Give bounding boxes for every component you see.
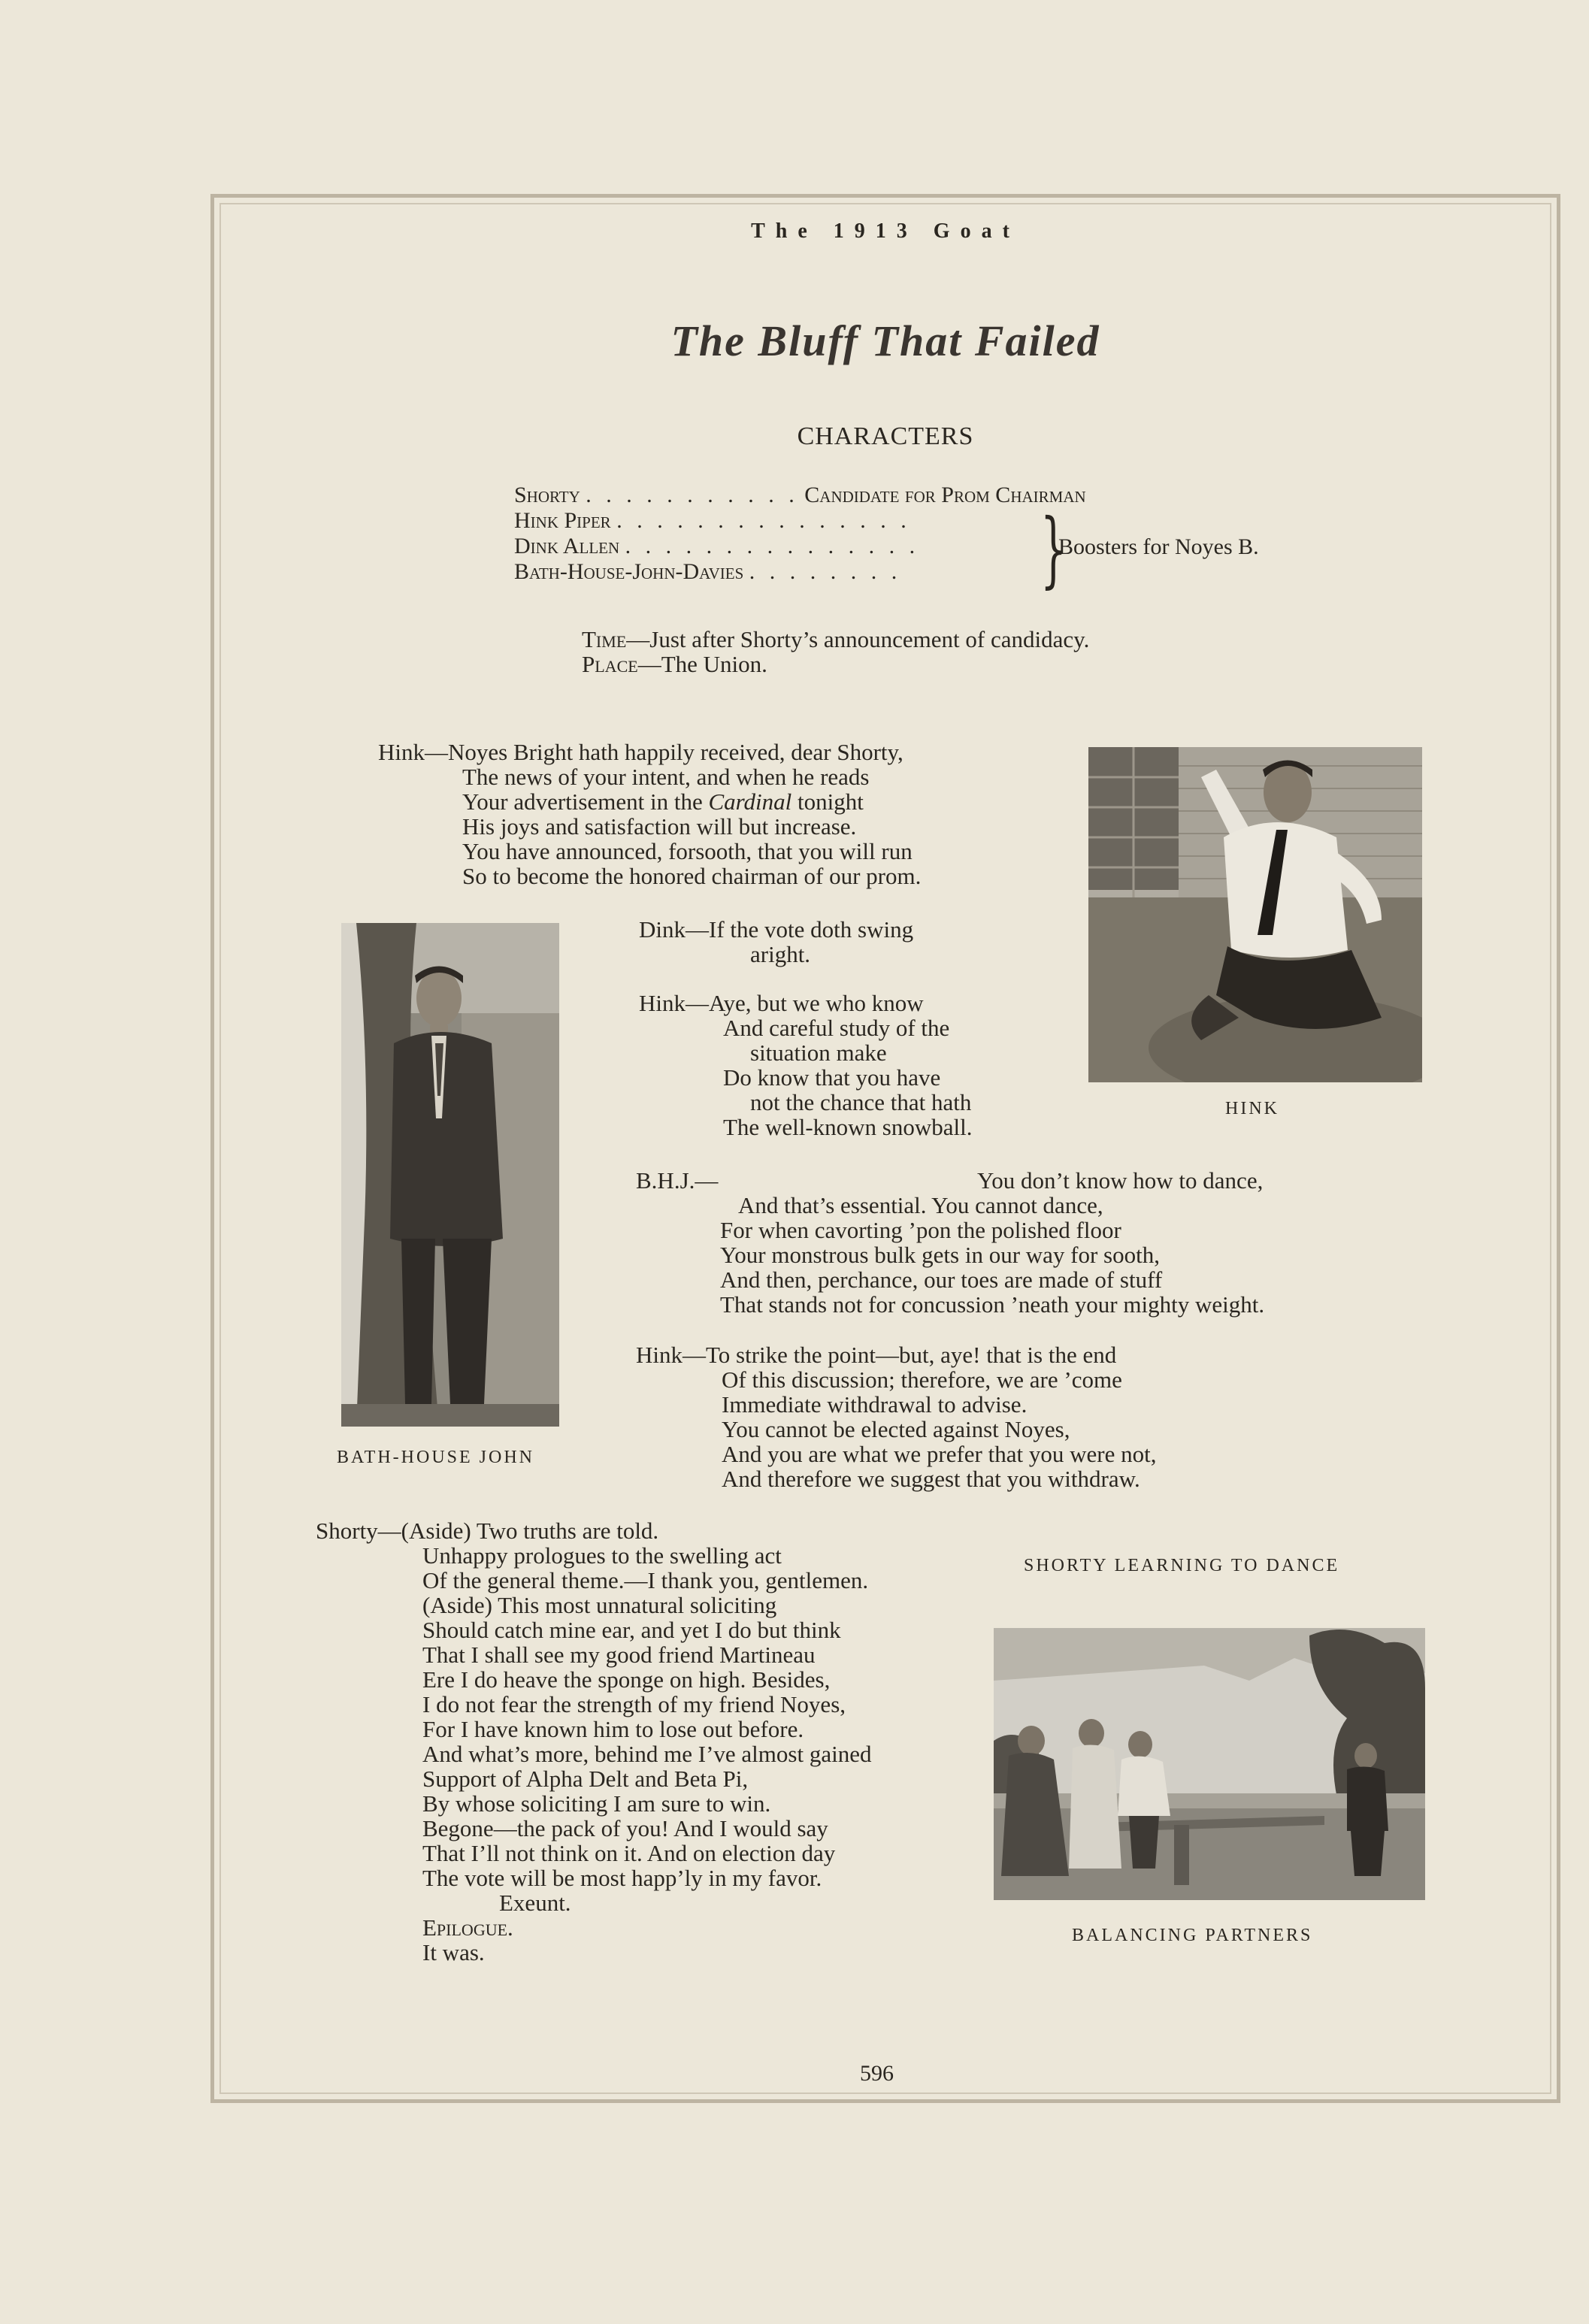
caption-balancing-partners: BALANCING PARTNERS xyxy=(1072,1926,1313,1945)
caption-bath-house-john: BATH-HOUSE JOHN xyxy=(337,1448,535,1467)
dink-speech: Dink—If the vote doth swing aright. xyxy=(639,916,914,967)
photo-balancing-partners-image xyxy=(994,1628,1425,1900)
place-line: Place—The Union. xyxy=(582,651,767,677)
photo-balancing-partners xyxy=(994,1628,1425,1900)
photo-hink-image xyxy=(1088,747,1422,1082)
photo-hink xyxy=(1088,747,1422,1082)
cast-row-dink: Dink Allen . . . . . . . . . . . . . . . xyxy=(514,534,920,558)
cast-row-bhj: Bath-House-John-Davies . . . . . . . . xyxy=(514,559,902,584)
cast-brace: } xyxy=(1040,501,1067,597)
boosters-label: Boosters for Noyes B. xyxy=(1058,534,1259,559)
it-was: It was. xyxy=(422,1939,485,1965)
running-header: The 1913 Goat xyxy=(751,219,1020,243)
bhj-speech: B.H.J.— You don’t know how to dance, And that’s essential. You cannot dance, For when cavorting ’pon the polished floor Your monstrous bulk gets in our way for sooth, And then, perchance, our toes are made of stuff That stands not for concussion ’neath your mighty weight. xyxy=(636,1167,1265,1318)
cast-row-shorty: Shorty . . . . . . . . . . . Candidate for Prom Chairman xyxy=(514,483,1086,507)
hink-speech-2: Hink—Aye, but we who know And careful study of the situation make Do know that you have not the chance that hath The well-known snowball. xyxy=(639,990,973,1140)
page-title: The Bluff That Failed xyxy=(670,316,1100,365)
characters-heading: CHARACTERS xyxy=(797,422,974,450)
cast-row-hink: Hink Piper . . . . . . . . . . . . . . . xyxy=(514,508,911,533)
caption-shorty-learning-to-dance: SHORTY LEARNING TO DANCE xyxy=(1024,1556,1340,1575)
exeunt: Exeunt. xyxy=(499,1890,571,1916)
photo-bath-house-john xyxy=(341,923,559,1427)
photo-bath-house-john-image xyxy=(341,923,559,1427)
hink-speech-1: Hink—Noyes Bright hath happily received, dear Shorty, The news of your intent, and when he reads Your advertisement in the Cardinal tonight His joys and satisfaction will but increase. You have announced, forsooth, that you will run So to become the honored chairman of our prom. xyxy=(378,739,922,889)
time-line: Time—Just after Shorty’s announcement of candidacy. xyxy=(582,626,1090,652)
hink-speech-3: Hink—To strike the point—but, aye! that is the end Of this discussion; therefore, we are ’come Immediate withdrawal to advise. You cannot be elected against Noyes, And you are what we prefer that you were not, And therefore we suggest that you withdraw. xyxy=(636,1342,1157,1492)
epilogue: Epilogue. xyxy=(422,1914,513,1941)
shorty-speech: Shorty—(Aside) Two truths are told. Unhappy prologues to the swelling act Of the general theme.—I thank you, gentlemen. (Aside) This most unnatural soliciting Should catch mine ear, and yet I do but think That I shall see my good friend Martineau Ere I do heave the sponge on high. Besides, I do not fear the strength of my friend Noyes, For I have known him to lose out before. And what’s more, behind me I’ve almost gained Support of Alpha Delt and Beta Pi, By whose soliciting I am sure to win. Begone—the pack of you! And I would say That I’ll not think on it. And on election day The vote will be most happ’ly in my favor. Exeunt. Epilogue. It was. xyxy=(316,1518,872,1965)
page-number: 596 xyxy=(860,2061,894,2086)
caption-hink: HINK xyxy=(1225,1099,1279,1118)
